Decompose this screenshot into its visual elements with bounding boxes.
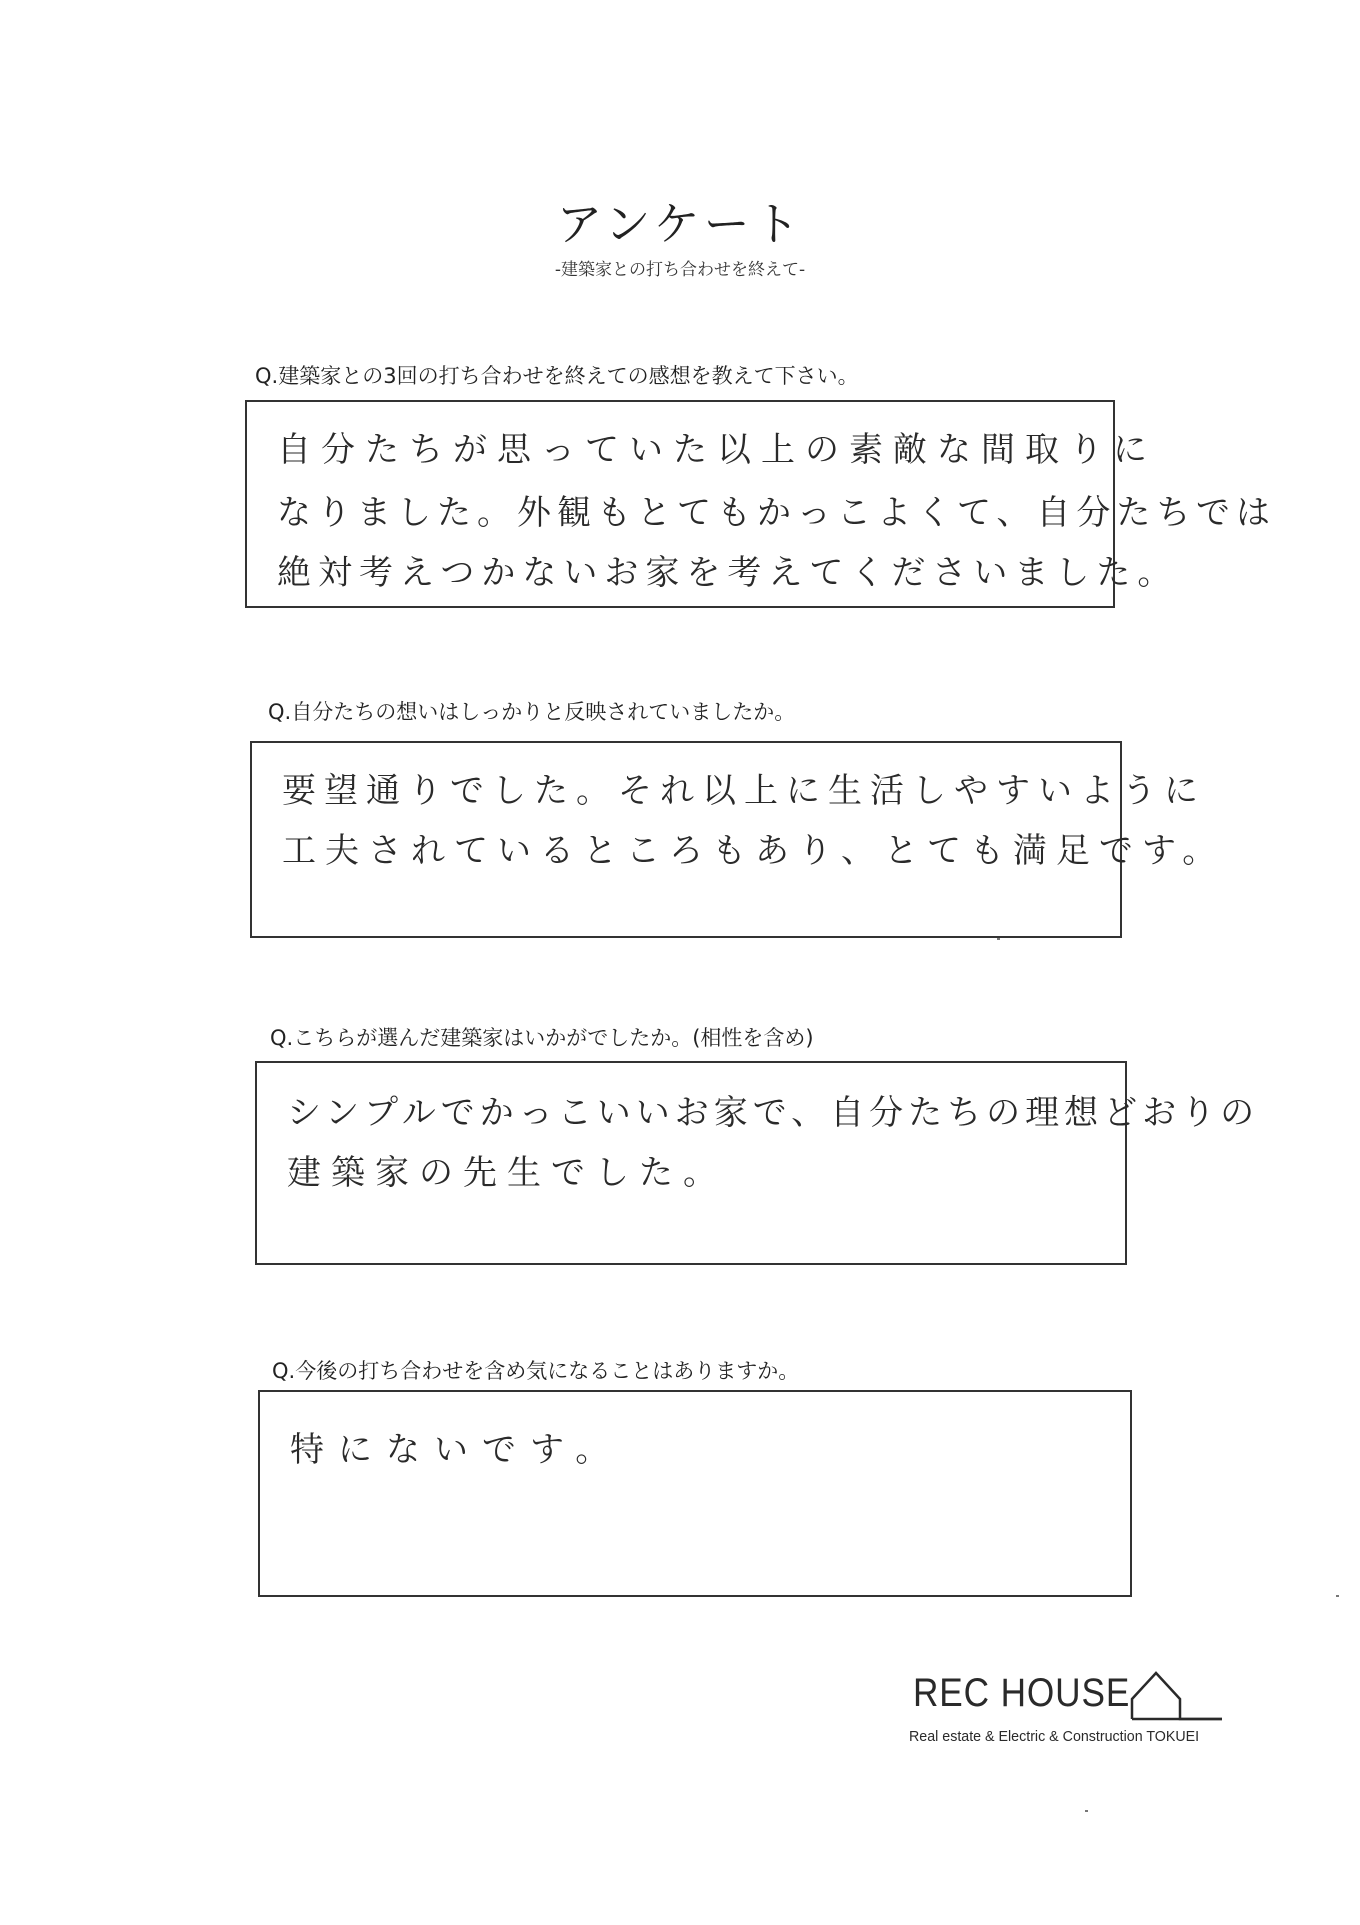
answer-3-line-1: シンプルでかっこいいお家で、自分たちの理想どおりの	[287, 1093, 1260, 1133]
house-outline-icon	[1130, 1665, 1225, 1727]
answer-1-line-1: 自分たちが思っていた以上の素敵な間取りに	[277, 430, 1157, 470]
answer-4-line-1: 特にないです。	[290, 1430, 624, 1470]
answer-2-line-2: 工夫されているところもあり、とても満足です。	[282, 831, 1226, 871]
answer-1-line-2: なりました。外観もとてもかっこよくて、自分たちでは	[277, 493, 1276, 533]
scan-speck	[997, 938, 1000, 940]
logo-name: REC HOUSE	[913, 1671, 1131, 1715]
scan-speck	[1336, 1595, 1339, 1597]
question-2: Q.自分たちの想いはしっかりと反映されていましたか。	[268, 700, 796, 724]
page-subtitle: -建築家との打ち合わせを終えて-	[554, 260, 806, 280]
scan-speck	[1085, 1810, 1088, 1812]
answer-1-line-3: 絶対考えつかないお家を考えてくださいました。	[277, 553, 1179, 593]
answer-3-line-2: 建築家の先生でした。	[287, 1153, 727, 1193]
question-1: Q.建築家との3回の打ち合わせを終えての感想を教えて下さい。	[255, 364, 859, 388]
answer-box-4	[258, 1390, 1132, 1597]
company-logo	[905, 1665, 1225, 1775]
answer-box-3	[255, 1061, 1260, 1265]
answer-box-1	[245, 400, 1276, 608]
answer-2-line-1: 要望通りでした。それ以上に生活しやすいように	[282, 771, 1206, 811]
answer-box-2	[250, 741, 1226, 938]
question-3: Q.こちらが選んだ建築家はいかがでしたか。(相性を含め)	[270, 1026, 814, 1050]
page-title: アンケート	[556, 197, 804, 251]
question-4: Q.今後の打ち合わせを含め気になることはありますか。	[272, 1359, 800, 1383]
logo-tagline: Real estate & Electric & Construction TOKUEI	[909, 1728, 1200, 1745]
